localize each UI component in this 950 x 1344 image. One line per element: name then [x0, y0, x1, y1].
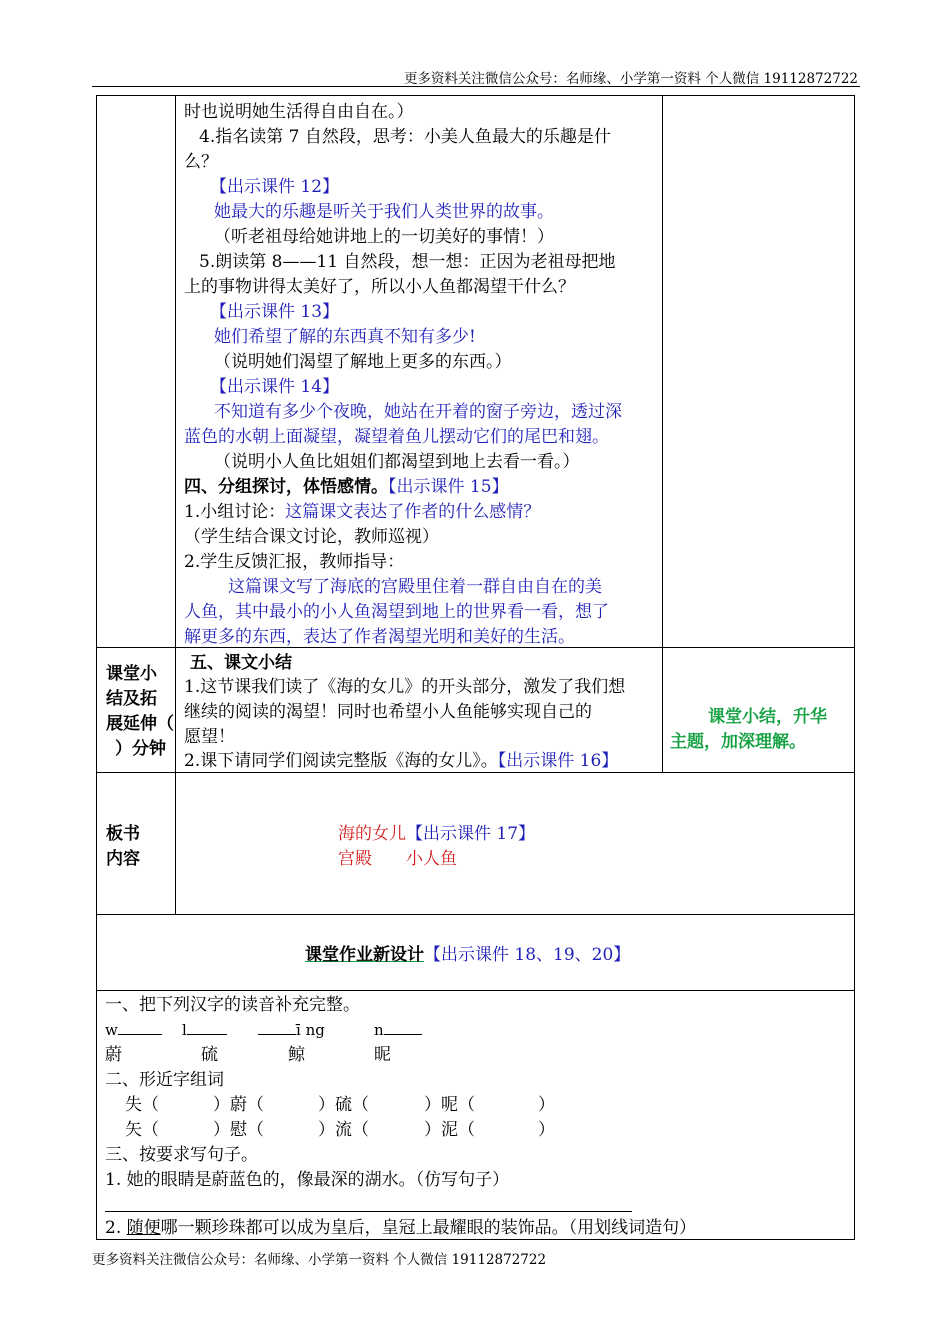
word-blank: ）泥（ [424, 1120, 475, 1140]
answer-line [105, 1211, 632, 1212]
word-blank: 失（ [125, 1095, 159, 1115]
courseware-tag: 【出示课件 13】 [210, 302, 340, 322]
design-note: 课堂小结，升华 [708, 707, 827, 727]
discussion-prefix: 1.小组讨论： [184, 502, 286, 522]
text-line: 5.朗读第 8——11 自然段，想一想：正因为老祖母把地 [199, 252, 616, 272]
board-item: 宫殿 [338, 849, 372, 869]
courseware-tag: 【出示课件 16】 [497, 751, 619, 771]
word-blank: ）流（ [318, 1120, 369, 1140]
row-label: 结及拓 [106, 689, 157, 709]
text-line: 4.指名读第 7 自然段，思考：小美人鱼最大的乐趣是什 [199, 127, 611, 147]
question-heading: 二、形近字组词 [105, 1070, 224, 1090]
courseware-tag: 【出示课件 12】 [210, 177, 340, 197]
sentence-task: 2. 随便哪一颗珍珠都可以成为皇后，皇冠上最耀眼的装饰品。（用划线词造句） [105, 1218, 697, 1238]
text-line: 解更多的东西，表达了作者渴望光明和美好的生活。 [184, 627, 575, 647]
text-line: 时也说明她生活得自由自在。） [184, 102, 414, 122]
discussion-question: 这篇课文表达了作者的什么感情？ [285, 502, 541, 522]
text-line: （学生结合课文讨论，教师巡视） [184, 527, 439, 547]
row-label: 内容 [106, 849, 140, 869]
word-blank: ）硫（ [318, 1095, 369, 1115]
text-line: 不知道有多少个夜晚，她站在开着的窗子旁边，透过深 [214, 402, 622, 422]
row-label: 展延伸（ [106, 714, 174, 734]
text-line: 蓝色的水朝上面凝望，凝望着鱼儿摆动它们的尾巴和翅。 [184, 427, 609, 447]
row-label: 课堂小 [106, 664, 157, 684]
text-line: （说明她们渴望了解地上更多的东西。） [214, 352, 512, 372]
hanzi-char: 硫 [201, 1045, 218, 1065]
board-item: 小人鱼 [406, 849, 457, 869]
summary-heading: 五、课文小结 [190, 653, 292, 673]
reading-text: 2.课下请同学们阅读完整版《海的女儿》。 [184, 751, 498, 771]
word-blank: ）呢（ [424, 1095, 475, 1115]
discussion-line [184, 500, 540, 525]
courseware-tag: 【出示课件 15】 [388, 477, 509, 497]
word-blank: 矢（ [125, 1120, 159, 1140]
board-title-text: 海的女儿 [338, 824, 406, 844]
hanzi-char: 蔚 [105, 1045, 122, 1065]
summary-reading-line [184, 749, 618, 774]
text-line: 愿望！ [184, 727, 235, 747]
row-label: 板书 [106, 824, 140, 844]
word-blank: ）蔚（ [213, 1095, 264, 1115]
header-rule [92, 86, 860, 87]
pinyin-blank: n [374, 1018, 422, 1043]
text-line: 2.学生反馈汇报，教师指导： [184, 552, 405, 572]
design-note: 主题，加深理解。 [670, 732, 806, 752]
courseware-tag: 【出示课件 14】 [210, 377, 340, 397]
text-line: 么？ [184, 152, 218, 172]
text-line: 继续的阅读的渴望！同时也希望小人鱼能够实现自己的 [184, 702, 592, 722]
text-line: 这篇课文写了海底的宫殿里住着一群自由自在的美 [228, 577, 602, 597]
courseware-tag: 【出示课件 18、19、20】 [424, 945, 631, 965]
page-header: 更多资料关注微信公众号：名师缘、小学第一资料 个人微信 19112872722 [403, 71, 858, 87]
underlined-word: 随便 [126, 1218, 161, 1238]
page-footer: 更多资料关注微信公众号：名师缘、小学第一资料 个人微信 19112872722 [92, 1252, 547, 1268]
hanzi-char: 鲸 [288, 1045, 305, 1065]
pinyin-blank: ī ng [258, 1018, 325, 1043]
word-blank: ） [538, 1120, 555, 1140]
word-blank: ） [538, 1095, 555, 1115]
question-heading: 三、按要求写句子。 [105, 1145, 258, 1165]
word-blank: ）慰（ [213, 1120, 264, 1140]
text-line: （说明小人鱼比姐姐们都渴望到地上去看一看。） [214, 452, 580, 472]
text-line: 她们希望了解的东西真不知有多少! [214, 327, 476, 347]
section-heading-4 [184, 475, 509, 500]
pinyin-blank: l [182, 1018, 227, 1043]
heading-text: 四、分组探讨，体悟感情。 [184, 477, 388, 497]
courseware-tag: 【出示课件 17】 [406, 824, 536, 844]
homework-title [305, 943, 630, 968]
homework-title-text: 课堂作业新设计 [305, 945, 424, 965]
pinyin-blank: w [105, 1018, 162, 1043]
hanzi-char: 昵 [374, 1045, 391, 1065]
text-line: （听老祖母给她讲地上的一切美好的事情！） [214, 227, 554, 247]
board-title [338, 822, 535, 847]
text-line: 1.这节课我们读了《海的女儿》的开头部分，激发了我们想 [184, 677, 626, 697]
row-label: ）分钟 [115, 739, 166, 759]
text-line: 人鱼，其中最小的小人鱼渴望到地上的世界看一看，想了 [184, 602, 609, 622]
text-line: 她最大的乐趣是听关于我们人类世界的故事。 [214, 202, 554, 222]
question-heading: 一、把下列汉字的读音补充完整。 [105, 995, 360, 1015]
sentence-task: 1. 她的眼睛是蔚蓝色的，像最深的湖水。（仿写句子） [105, 1170, 510, 1190]
text-line: 上的事物讲得太美好了，所以小人鱼都渴望干什么？ [184, 277, 575, 297]
